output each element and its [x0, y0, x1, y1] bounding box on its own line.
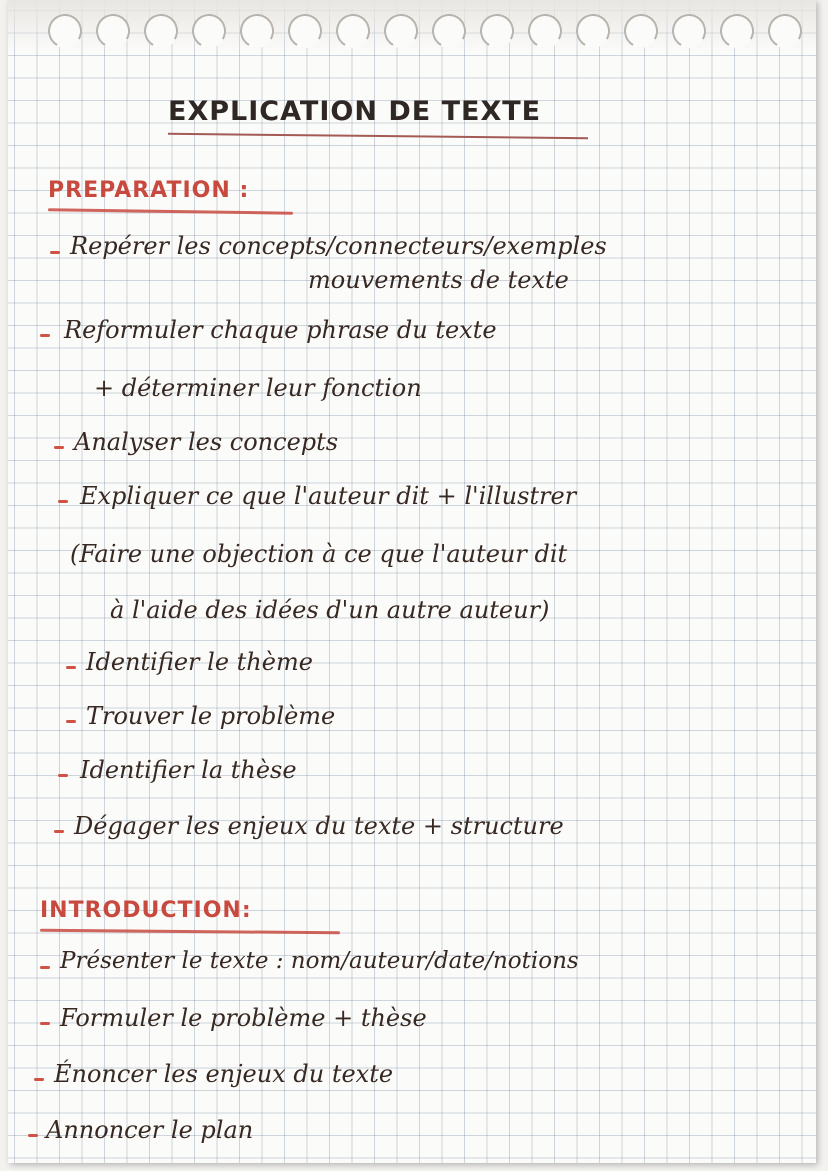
list-item: Repérer les concepts/connecteurs/exemples	[70, 232, 607, 260]
binding-hole	[716, 10, 758, 52]
bullet-dash	[34, 1078, 44, 1081]
title-underline	[168, 133, 588, 139]
binding-hole	[764, 10, 806, 52]
list-item: Reformuler chaque phrase du texte	[64, 316, 497, 344]
section-heading-preparation: PREPARATION :	[48, 178, 250, 203]
binding-holes	[8, 0, 816, 52]
bullet-dash	[50, 251, 60, 254]
binding-hole	[476, 10, 518, 52]
binding-hole	[44, 10, 86, 52]
list-item: Analyser les concepts	[74, 428, 339, 456]
heading-underline	[40, 929, 340, 935]
bullet-dash	[40, 966, 50, 969]
heading-underline	[48, 208, 293, 214]
bullet-dash	[66, 720, 76, 723]
list-item: Identifier le thème	[86, 648, 313, 676]
binding-hole	[236, 10, 278, 52]
bullet-dash	[28, 1134, 38, 1137]
notebook-page	[8, 0, 816, 1163]
binding-hole	[188, 10, 230, 52]
bullet-dash	[40, 334, 50, 337]
list-item: à l'aide des idées d'un autre auteur)	[110, 596, 550, 624]
bullet-dash	[40, 1022, 50, 1025]
list-item: Dégager les enjeux du texte + structure	[74, 812, 564, 840]
list-item: Identifier la thèse	[80, 756, 297, 784]
bullet-dash	[58, 500, 68, 503]
bullet-dash	[54, 830, 64, 833]
bullet-dash	[58, 774, 68, 777]
list-item: Formuler le problème + thèse	[60, 1004, 427, 1032]
list-item: Énoncer les enjeux du texte	[54, 1060, 394, 1088]
bullet-dash	[54, 446, 64, 449]
section-heading-introduction: INTRODUCTION:	[40, 898, 252, 923]
list-item: Expliquer ce que l'auteur dit + l'illustrer	[80, 482, 577, 510]
binding-hole	[572, 10, 614, 52]
binding-hole	[332, 10, 374, 52]
list-item: Présenter le texte : nom/auteur/date/notions	[60, 948, 579, 974]
list-item: + déterminer leur fonction	[94, 374, 422, 402]
binding-hole	[524, 10, 566, 52]
binding-hole	[428, 10, 470, 52]
page-title: EXPLICATION DE TEXTE	[168, 96, 542, 127]
list-item: Trouver le problème	[86, 702, 336, 730]
binding-hole	[140, 10, 182, 52]
binding-hole	[620, 10, 662, 52]
bullet-dash	[66, 666, 76, 669]
list-item: mouvements de texte	[308, 266, 569, 294]
binding-hole	[380, 10, 422, 52]
binding-hole	[92, 10, 134, 52]
binding-hole	[668, 10, 710, 52]
list-item: (Faire une objection à ce que l'auteur dit	[70, 540, 568, 568]
list-item: Annoncer le plan	[46, 1116, 254, 1144]
binding-hole	[284, 10, 326, 52]
